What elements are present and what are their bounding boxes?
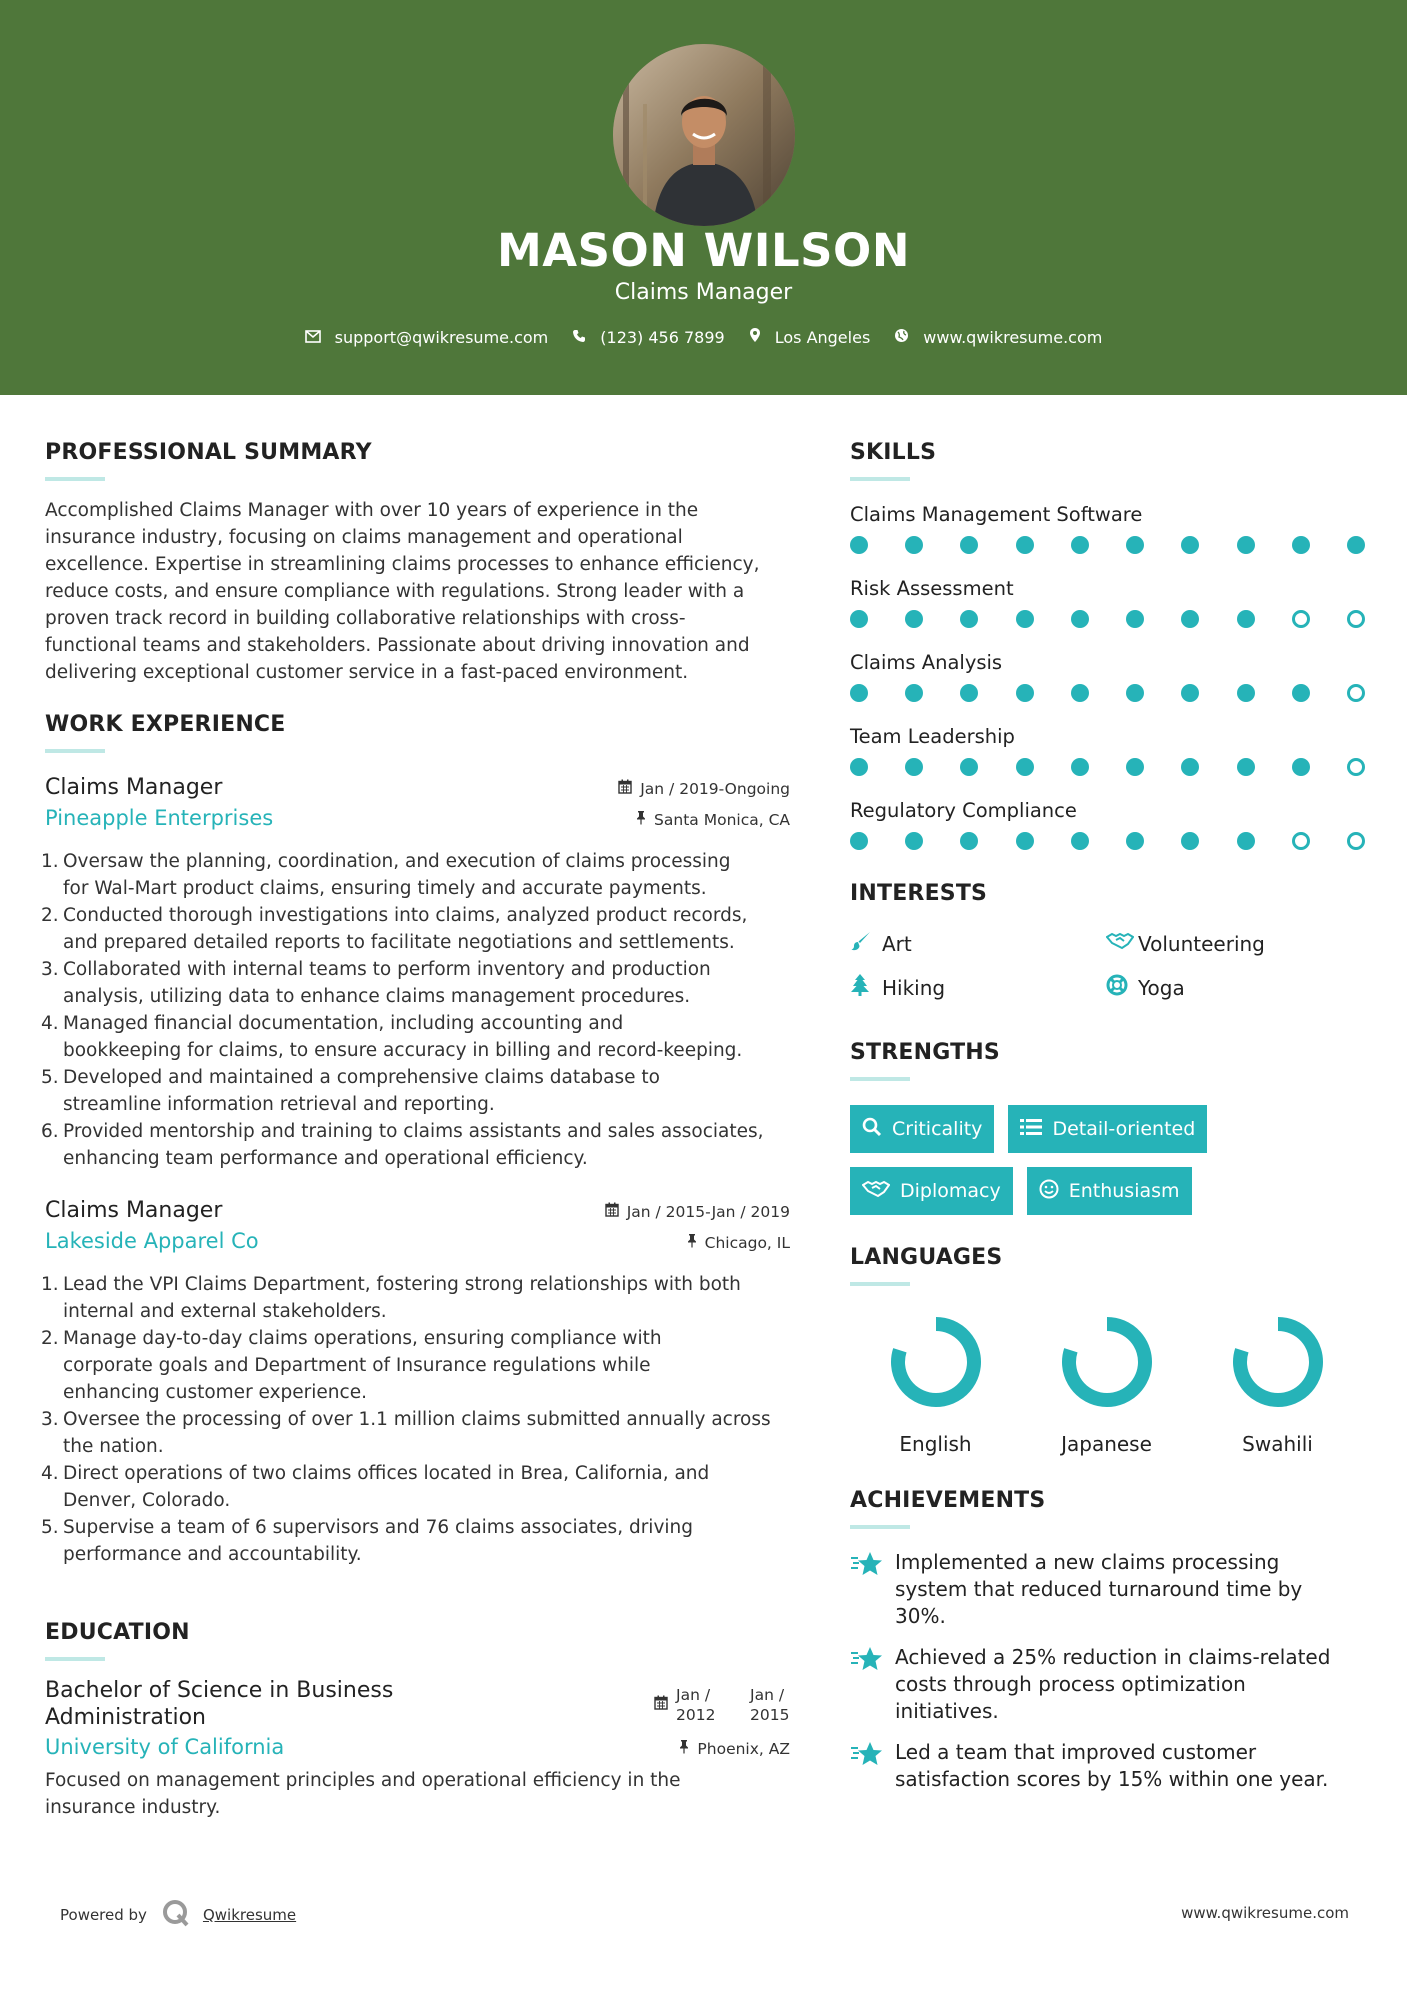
- list-item: 4. Managed financial documentation, including accounting and bookkeeping for claims, to ensure accuracy in billing and record-keeping.: [41, 1013, 743, 1061]
- location-pin-icon: [749, 327, 761, 347]
- rating-dot-filled: [1237, 758, 1255, 776]
- powered-by-label: Powered by: [60, 1906, 147, 1924]
- job-subheader: [45, 806, 790, 830]
- rating-dot-filled: [1126, 758, 1144, 776]
- rating-dot-filled: [850, 610, 868, 628]
- contact-website[interactable]: [894, 328, 1102, 347]
- search-icon: [862, 1117, 882, 1142]
- section-title-strengths: STRENGTHS: [850, 1040, 1000, 1065]
- section-title-achievements: ACHIEVEMENTS: [850, 1488, 1046, 1513]
- skill-name: Claims Analysis: [850, 651, 1003, 674]
- strength-chip: [850, 1105, 994, 1153]
- achievement-text: Implemented a new claims processing system that reduced turnaround time by 30%.: [895, 1550, 1303, 1628]
- skill-rating: [850, 684, 1365, 702]
- education-dates: [654, 1679, 790, 1731]
- education-description: Focused on management principles and operational efficiency in the insurance industry.: [45, 1770, 681, 1818]
- rating-dot-filled: [1016, 684, 1034, 702]
- interest-label: Art: [882, 931, 912, 956]
- rating-dot-empty: [1347, 684, 1365, 702]
- interest-item: [1106, 973, 1362, 1002]
- languages-section: [850, 1245, 1365, 1456]
- job-dates: [618, 779, 790, 798]
- section-title-education: EDUCATION: [45, 1620, 190, 1645]
- strength-label: Detail-oriented: [1052, 1118, 1196, 1140]
- interest-label: Yoga: [1138, 975, 1185, 1000]
- rating-dot-filled: [1181, 536, 1199, 554]
- resume-header: [0, 0, 1407, 395]
- degree-line: Administration: [45, 1705, 206, 1730]
- section-rule: [850, 477, 910, 481]
- handshake-icon: [862, 1179, 890, 1204]
- location-text: Los Angeles: [774, 327, 871, 347]
- lifebuoy-icon: [1106, 974, 1132, 1001]
- summary-line: excellence. Expertise in streamlining claims processes to enhance efficiency,: [45, 554, 760, 575]
- contact-phone[interactable]: [572, 328, 724, 347]
- achievement-text: Led a team that improved customer satisfaction scores by 15% within one year.: [895, 1740, 1329, 1791]
- skill-item: [850, 651, 1365, 725]
- job-dates-text: Jan / 2019-Ongoing: [640, 779, 790, 798]
- rating-dot-filled: [1181, 832, 1199, 850]
- start-date: Jan / 2012: [676, 1686, 716, 1724]
- degree-line: Bachelor of Science in Business: [45, 1678, 394, 1703]
- rating-dot-filled: [1126, 610, 1144, 628]
- rating-dot-filled: [1237, 610, 1255, 628]
- language-level-ring: [1228, 1312, 1328, 1412]
- rating-dot-filled: [1347, 536, 1365, 554]
- job-header: [45, 1198, 790, 1223]
- skill-rating: [850, 832, 1365, 850]
- contact-location: [749, 327, 871, 347]
- star-icon: [850, 1644, 895, 1725]
- company-name: Lakeside Apparel Co: [45, 1229, 259, 1253]
- skill-name: Risk Assessment: [850, 577, 1014, 600]
- rating-dot-filled: [850, 536, 868, 554]
- list-item: 2. Manage day-to-day claims operations, ensuring compliance with corporate goals and Department of Insurance regulations while enhancing customer experience.: [41, 1328, 662, 1403]
- rating-dot-filled: [1292, 536, 1310, 554]
- rating-dot-filled: [905, 832, 923, 850]
- rating-dot-empty: [1292, 832, 1310, 850]
- list-item: 3. Collaborated with internal teams to perform inventory and production analysis, utilizing data to enhance claims management procedures.: [41, 959, 711, 1007]
- rating-dot-filled: [1237, 536, 1255, 554]
- footer-url[interactable]: www.qwikresume.com: [1181, 1904, 1349, 1922]
- rating-dot-filled: [1181, 684, 1199, 702]
- achievements-list: [850, 1549, 1365, 1793]
- language-label: Japanese: [1061, 1432, 1152, 1456]
- skill-item: [850, 503, 1365, 577]
- rating-dot-filled: [960, 832, 978, 850]
- star-icon: [850, 1739, 895, 1793]
- rating-dot-filled: [960, 536, 978, 554]
- language-item: [1192, 1312, 1363, 1456]
- achievement-item: [850, 1644, 1365, 1725]
- rating-dot-filled: [960, 758, 978, 776]
- rating-dot-filled: [1071, 758, 1089, 776]
- company-name: Pineapple Enterprises: [45, 806, 274, 830]
- list-item: 1. Lead the VPI Claims Department, fostering strong relationships with both internal and external stakeholders.: [41, 1274, 741, 1322]
- achievement-text: Achieved a 25% reduction in claims-related costs through process optimization initiatives.: [895, 1645, 1331, 1723]
- rating-dot-filled: [1071, 832, 1089, 850]
- rating-dot-filled: [905, 536, 923, 554]
- education-location: [679, 1739, 790, 1758]
- interest-item: [850, 930, 1106, 957]
- skill-name: Regulatory Compliance: [850, 799, 1077, 822]
- list-item: 6. Provided mentorship and training to claims assistants and sales associates, enhancing team performance and operational efficiency.: [41, 1121, 764, 1169]
- list-item: 5. Developed and maintained a comprehensive claims database to streamline information retrieval and reporting.: [41, 1067, 660, 1115]
- phone-text: (123) 456 7899: [600, 327, 725, 347]
- list-item: 3. Oversee the processing of over 1.1 million claims submitted annually across the nation.: [41, 1409, 771, 1457]
- section-title-languages: LANGUAGES: [850, 1245, 1003, 1270]
- pushpin-icon: [636, 810, 646, 829]
- degree-title: [45, 1677, 393, 1731]
- rating-dot-filled: [1237, 684, 1255, 702]
- rating-dot-filled: [1292, 684, 1310, 702]
- interest-item: [850, 973, 1106, 1002]
- phone-icon: [572, 328, 586, 347]
- skill-rating: [850, 536, 1365, 554]
- section-rule: [45, 1657, 105, 1661]
- strength-chip: [1027, 1167, 1192, 1215]
- rating-dot-filled: [850, 832, 868, 850]
- rating-dot-filled: [1016, 832, 1034, 850]
- rating-dot-filled: [1181, 758, 1199, 776]
- summary-line: Accomplished Claims Manager with over 10 years of experience in the: [45, 500, 699, 521]
- strengths-section: [850, 1040, 1365, 1215]
- section-rule: [850, 1525, 910, 1529]
- rating-dot-empty: [1347, 758, 1365, 776]
- candidate-role: Claims Manager: [614, 280, 793, 305]
- section-title-experience: WORK EXPERIENCE: [45, 712, 286, 737]
- experience-section: [41, 712, 790, 1568]
- job-header: [45, 775, 790, 800]
- list-item: 1. Oversaw the planning, coordination, and execution of claims processing for Wal-Mart product claims, ensuring timely and accurate payments.: [41, 851, 731, 899]
- strength-label: Criticality: [892, 1118, 983, 1140]
- section-rule: [850, 1077, 910, 1081]
- achievement-item: [850, 1739, 1365, 1793]
- job-entry: [41, 1198, 790, 1568]
- end-date: Jan / 2015: [750, 1686, 790, 1724]
- rating-dot-filled: [850, 684, 868, 702]
- rating-dot-filled: [1016, 536, 1034, 554]
- achievements-section: [850, 1488, 1365, 1793]
- rating-dot-filled: [1126, 536, 1144, 554]
- rating-dot-filled: [1071, 684, 1089, 702]
- brand-link[interactable]: Qwikresume: [202, 1906, 297, 1924]
- candidate-name: MASON WILSON: [497, 224, 910, 277]
- rating-dot-empty: [1347, 832, 1365, 850]
- star-icon: [850, 1549, 895, 1630]
- strength-chip: [1008, 1105, 1207, 1153]
- list-item: 4. Direct operations of two claims offices located in Brea, California, and Denver, Colorado.: [41, 1463, 710, 1511]
- strength-label: Diplomacy: [900, 1180, 1001, 1202]
- skill-rating: [850, 758, 1365, 776]
- rating-dot-filled: [1181, 610, 1199, 628]
- contact-bar: [0, 327, 1407, 347]
- skill-item: [850, 577, 1365, 651]
- job-title: Claims Manager: [45, 1198, 223, 1223]
- footer-powered-by: [60, 1898, 296, 1932]
- calendar-icon: [654, 1695, 668, 1715]
- school-name: University of California: [45, 1735, 285, 1759]
- list-item: 2. Conducted thorough investigations into claims, analyzed product records, and prepared detailed reports to facilitate negotiations and settlements.: [41, 905, 748, 953]
- tree-icon: [850, 973, 876, 1002]
- job-location: [687, 1233, 790, 1252]
- section-rule: [45, 749, 105, 753]
- skill-item: [850, 799, 1365, 859]
- education-subheader: [45, 1735, 790, 1759]
- rating-dot-empty: [1347, 610, 1365, 628]
- language-level-ring: [1057, 1312, 1157, 1412]
- rating-dot-filled: [960, 684, 978, 702]
- profile-photo: [613, 44, 795, 226]
- section-title-interests: INTERESTS: [850, 881, 988, 906]
- summary-line: delivering exceptional customer service in a fast-paced environment.: [45, 662, 689, 683]
- contact-email[interactable]: [305, 328, 549, 347]
- rating-dot-filled: [1237, 832, 1255, 850]
- section-title-skills: SKILLS: [850, 440, 937, 465]
- list-item: 5. Supervise a team of 6 supervisors and 76 claims associates, driving performance and accountability.: [41, 1517, 694, 1565]
- summary-line: insurance industry, focusing on claims management and operational: [45, 527, 683, 548]
- calendar-icon: [618, 779, 632, 798]
- rating-dot-filled: [850, 758, 868, 776]
- rating-dot-filled: [1016, 758, 1034, 776]
- rating-dot-filled: [1292, 758, 1310, 776]
- section-rule: [45, 477, 105, 481]
- summary-line: reduce costs, and ensure compliance with regulations. Strong leader with a: [45, 581, 745, 602]
- globe-icon: [894, 328, 909, 347]
- education-section: [45, 1620, 790, 1821]
- language-level-ring: [886, 1312, 986, 1412]
- section-title-summary: PROFESSIONAL SUMMARY: [45, 440, 372, 465]
- language-item: [850, 1312, 1021, 1456]
- job-location-text: Chicago, IL: [704, 1233, 790, 1252]
- right-column: [850, 440, 1365, 1807]
- skills-section: [850, 440, 1365, 859]
- rating-dot-filled: [905, 758, 923, 776]
- calendar-icon: [605, 1202, 619, 1221]
- pushpin-icon: [687, 1233, 697, 1252]
- education-entry: [45, 1677, 790, 1731]
- rating-dot-filled: [1126, 832, 1144, 850]
- skill-name: Team Leadership: [850, 725, 1015, 748]
- rating-dot-filled: [1071, 536, 1089, 554]
- strength-chips: [850, 1105, 1250, 1215]
- job-dates: [605, 1202, 790, 1221]
- left-column: [41, 440, 790, 1821]
- languages-list: [850, 1312, 1365, 1456]
- job-subheader: [45, 1229, 790, 1253]
- strength-chip: [850, 1167, 1013, 1215]
- language-item: [1021, 1312, 1192, 1456]
- interest-label: Volunteering: [1138, 931, 1265, 956]
- handshake-icon: [1106, 931, 1132, 956]
- email-text: support@qwikresume.com: [334, 327, 549, 347]
- skills-list: [850, 503, 1365, 859]
- summary-line: proven track record in building collaborative relationships with cross-: [45, 608, 686, 629]
- rating-dot-filled: [1126, 684, 1144, 702]
- job-entry: [41, 775, 790, 1172]
- skill-name: Claims Management Software: [850, 503, 1143, 526]
- rating-dot-filled: [960, 610, 978, 628]
- job-duties: [41, 848, 790, 1172]
- job-title: Claims Manager: [45, 775, 223, 800]
- rating-dot-filled: [1071, 610, 1089, 628]
- education-location-text: Phoenix, AZ: [697, 1739, 790, 1758]
- summary-line: functional teams and stakeholders. Passionate about driving innovation and: [45, 635, 750, 656]
- section-rule: [850, 1282, 910, 1286]
- job-location: [636, 810, 790, 829]
- strength-label: Enthusiasm: [1068, 1180, 1180, 1202]
- summary-text: [45, 497, 790, 686]
- job-dates-text: Jan / 2015-Jan / 2019: [626, 1202, 790, 1221]
- interest-item: [1106, 930, 1362, 957]
- rating-dot-filled: [905, 610, 923, 628]
- smile-icon: [1039, 1179, 1059, 1204]
- paintbrush-icon: [850, 930, 876, 957]
- language-label: Swahili: [1242, 1432, 1313, 1456]
- skill-rating: [850, 610, 1365, 628]
- interest-label: Hiking: [882, 975, 946, 1000]
- language-label: English: [899, 1432, 972, 1456]
- achievement-item: [850, 1549, 1365, 1630]
- interests-grid: [850, 930, 1365, 1002]
- list-icon: [1020, 1118, 1042, 1141]
- rating-dot-filled: [1016, 610, 1034, 628]
- rating-dot-empty: [1292, 610, 1310, 628]
- website-text: www.qwikresume.com: [923, 327, 1103, 347]
- qwikresume-logo-icon: [161, 1898, 191, 1932]
- rating-dot-filled: [905, 684, 923, 702]
- job-location-text: Santa Monica, CA: [654, 810, 790, 829]
- pushpin-icon: [679, 1739, 689, 1758]
- skill-item: [850, 725, 1365, 799]
- summary-section: [45, 440, 790, 686]
- job-duties: [41, 1271, 790, 1568]
- envelope-icon: [305, 328, 321, 347]
- interests-section: [850, 881, 1365, 1002]
